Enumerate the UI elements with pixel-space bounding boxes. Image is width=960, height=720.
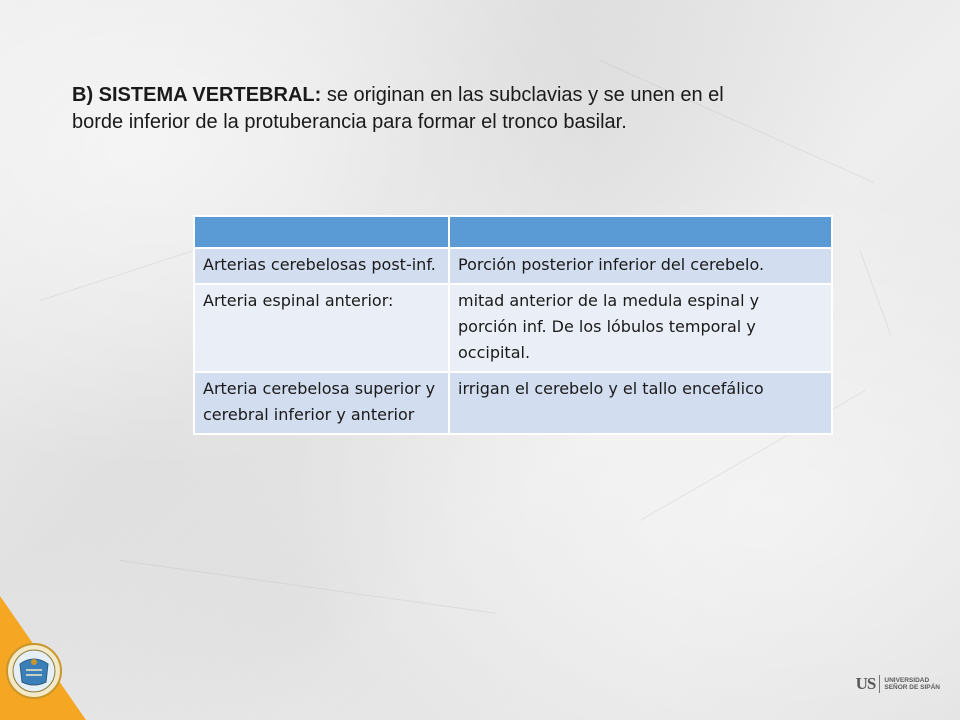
paper-texture	[120, 560, 496, 614]
section-body: se originan en las subclavias y se unen en el borde inferior de la protuberancia para formar el tronco basilar.	[72, 84, 724, 133]
university-name-line1: UNIVERSIDAD	[884, 677, 930, 684]
university-name-line2: SEÑOR DE SIPÁN	[884, 684, 940, 691]
header-cell	[194, 216, 449, 248]
artery-cell: Arteria espinal anterior:	[194, 284, 449, 372]
table-row	[194, 372, 832, 434]
artery-cell: Arteria cerebelosa superior y cerebral inferior y anterior	[194, 372, 449, 434]
header-cell	[449, 216, 832, 248]
university-monogram: US	[855, 674, 876, 693]
table-row	[194, 248, 832, 284]
territory-cell: mitad anterior de la medula espinal y porción inf. De los lóbulos temporal y occipital.	[449, 284, 832, 372]
paper-texture	[860, 250, 892, 335]
territory-cell: Porción posterior inferior del cerebelo.	[449, 248, 832, 284]
vertebral-system-table	[193, 215, 833, 435]
table-row	[194, 284, 832, 372]
wordmark-divider	[879, 675, 880, 693]
university-name	[884, 677, 940, 691]
artery-cell: Arterias cerebelosas post-inf.	[194, 248, 449, 284]
section-heading: B) SISTEMA VERTEBRAL:	[72, 84, 322, 106]
slide-text	[72, 82, 752, 136]
table-header-row	[194, 216, 832, 248]
university-wordmark	[856, 674, 940, 694]
university-seal-logo	[0, 596, 86, 720]
territory-cell: irrigan el cerebelo y el tallo encefálico	[449, 372, 832, 434]
